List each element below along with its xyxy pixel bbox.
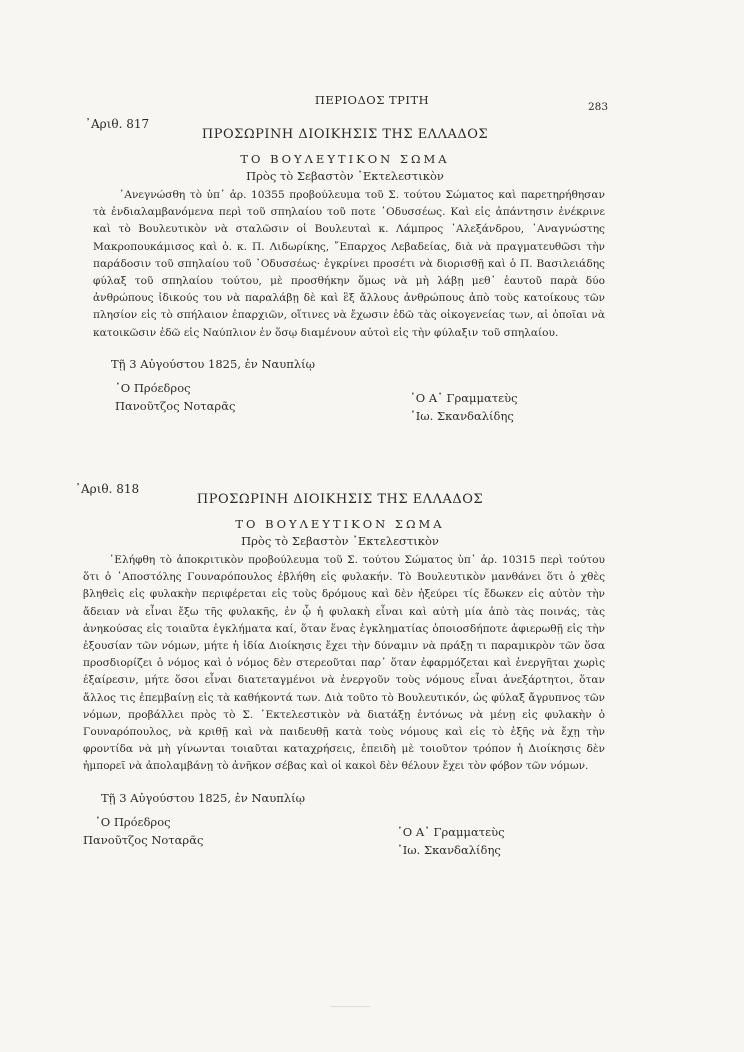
document-title: ΠΡΟΣΩΡΙΝΗ ΔΙΟΙΚΗΣΙΣ ΤΗΣ ΕΛΛΑΔΟΣ [201, 127, 489, 142]
body-paragraph: ᾽Ελήφθη τὸ ἀποκριτικὸν προβούλευμα τοῦ Σ. τούτου Σώματος ὑπ᾽ ἀρ. 10315 περὶ τούτου ὅτι ὁ ᾽Αποστόλης Γουναρόπουλος ἐβλήθη εἰς φυλακήν. Τὸ Βουλευτικὸν μανθάνει ὅτι ὁ χθὲς βληθεὶς εἰς φυλακὴν περιφέρεται εἰς τοὺς δρόμους καὶ δὲν ἠξεύρει τίς ἔδωκεν εἰς αὐτὸν τὴν ἄδειαν νὰ εἶναι ἔξω τῆς φυλακῆς, ἐν ᾧ ἡ φυλακὴ εἶναι καὶ αὐτὴ μία ἀπὸ τὰς ποινάς, τὰς ἀνηκούσας εἰς τοιαῦτα ἐγκλήματα καί, ὅταν ἕνας ἐγκληματίας ὁποιοσδήποτε ἀφιερωθῇ εἰς τὴν ἐξουσίαν τῶν νόμων, μήτε ἡ ἰδία Διοίκησις ἔχει τὴν δύναμιν νὰ πράξῃ τι παραμικρὸν τῶν ὅσα προσδιορίζει ὁ νόμος καὶ ὁ νόμος δὲν στερεοῦται παρ᾽ ὅταν ἐφαρμόζεται καὶ ἐνεργῆται χωρὶς ἐξαίρεσιν, μήτε ὅσοι εἶναι διατεταγμένοι νὰ ἐνεργοῦν τοὺς νόμους εἶναι ἀνεξάρτητοι, ὅταν ἄλλος τις ἐπεμβαίνῃ εἰς τὰ καθήκοντά των. Διὰ τοῦτο τὸ Βουλευτικόν, ὡς φύλαξ ἄγρυπνος τῶν νόμων, προβάλλει πρὸς τὸ Σ. ᾽Εκτελεστικὸν νὰ διατάξῃ ἐντόνως νὰ μένῃ εἰς φυλακὴν ὁ Γουναρόπουλος, νὰ κριθῇ καὶ νὰ παιδευθῇ κατὰ τοὺς νόμους καὶ εἰς τὸ ἑξῆς νὰ ἔχῃ τὴν φροντίδα νὰ μὴ γίνωνται τοιαῦται καταχρήσεις, ἐπειδὴ μὲ τοιοῦτον τρόπον ἡ Διοίκησις δὲν ἠμπορεῖ νὰ ἀπολαμβάνῃ τὸ ἀνῆκον σέβας καὶ οἱ κακοὶ δὲν θέλουν ἔχει τὸν φόβον τῶν νόμων. [83, 554, 605, 773]
president-signature [115, 379, 235, 415]
secretary-signature [397, 823, 505, 859]
document-addressee: Πρὸς τὸ Σεβαστὸν ᾽Εκτελεστικὸν [241, 534, 439, 548]
signatures [85, 379, 605, 421]
dateline: Τῇ 3 Αὐγούστου 1825, ἐν Ναυπλίῳ [111, 356, 316, 371]
president-name: Πανοῦτζος Νοταρᾶς [83, 832, 204, 847]
secretary-signature [410, 389, 518, 425]
document-818 [75, 482, 605, 855]
secretary-name: ᾽Ιω. Σκανδαλίδης [410, 408, 514, 423]
document-body [93, 187, 605, 342]
document-body [83, 552, 605, 776]
document-number: ᾽Αριθ. 817 [85, 117, 150, 131]
secretary-name: ᾽Ιω. Σκανδαλίδης [397, 842, 501, 857]
document-subtitle: ΤΟ ΒΟΥΛΕΥΤΙΚΟΝ ΣΩΜΑ [235, 517, 445, 531]
document-817 [85, 117, 605, 421]
president-title: ῾Ο Πρόεδρος [115, 380, 191, 395]
document-number: ᾽Αριθ. 818 [75, 482, 140, 496]
running-header: ΠΕΡΙΟΔΟΣ ΤΡΙΤΗ [314, 93, 430, 107]
president-title: ῾Ο Πρόεδρος [95, 814, 171, 829]
secretary-title: ῾Ο Α᾽ Γραμματεὺς [397, 824, 505, 839]
dateline: Τῇ 3 Αὐγούστου 1825, ἐν Ναυπλίῳ [101, 790, 306, 805]
secretary-title: ῾Ο Α᾽ Γραμματεὺς [410, 390, 518, 405]
document-subtitle: ΤΟ ΒΟΥΛΕΥΤΙΚΟΝ ΣΩΜΑ [240, 152, 450, 166]
scan-mark [330, 1006, 370, 1007]
signatures [75, 813, 605, 855]
president-name: Πανοῦτζος Νοταρᾶς [115, 398, 236, 413]
body-paragraph: ᾽Ανεγνώσθη τὸ ὑπ᾽ ἀρ. 10355 προβούλευμα τοῦ Σ. τούτου Σώματος καὶ παρετηρήθησαν τὰ ἐνδιαλαμβανόμενα περὶ τοῦ σπηλαίου τοῦ ποτε ᾽Οδυσσέως. Καὶ εἰς ἀπάντησιν ἐνέκρινε καὶ τὸ Βουλευτικὸν νὰ σταλῶσιν οἱ Βουλευταὶ κ. Λάμπρος ᾽Αλεξάνδρου, ᾽Αναγνώστης Μακροπουκάμισος καὶ ὁ. κ. Π. Λιδωρίκης, ῎Επαρχος Λεβαδείας, διὰ νὰ πραγματευθῶσι τὴν παράδοσιν τοῦ σπηλαίου τοῦ ᾽Οδυσσέως· ἐγκρίνει προσέτι νὰ διορισθῇ καὶ ὁ Π. Βασιλειάδης φύλαξ τοῦ σπηλαίου τούτου, μὲ προσθήκην ὅμως νὰ μὴ λάβῃ μεθ᾽ ἑαυτοῦ παρὰ δύο ἀνθρώπους ἰδικούς του νὰ παραλάβῃ δὲ καὶ ἓξ ἄλλους ἀνθρώπους ἀπὸ τοὺς κατοίκους τῶν πλησίον εἰς τὸ σπήλαιον ἐπαρχιῶν, οἵτινες νὰ ἔχωσιν ἐδῶ τὰς οἰκογενείας των, αἱ ὁποῖαι νὰ κατοικῶσιν ἐδῶ εἰς Ναύπλιον ἐν ὅσῳ διαμένουν αὐτοὶ εἰς τὴν φύλαξιν τοῦ σπηλαίου. [93, 189, 605, 339]
document-addressee: Πρὸς τὸ Σεβαστὸν ᾽Εκτελεστικὸν [246, 169, 444, 183]
document-title: ΠΡΟΣΩΡΙΝΗ ΔΙΟΙΚΗΣΙΣ ΤΗΣ ΕΛΛΑΔΟΣ [196, 492, 484, 507]
page-number: 283 [588, 101, 609, 113]
president-signature [83, 813, 204, 849]
